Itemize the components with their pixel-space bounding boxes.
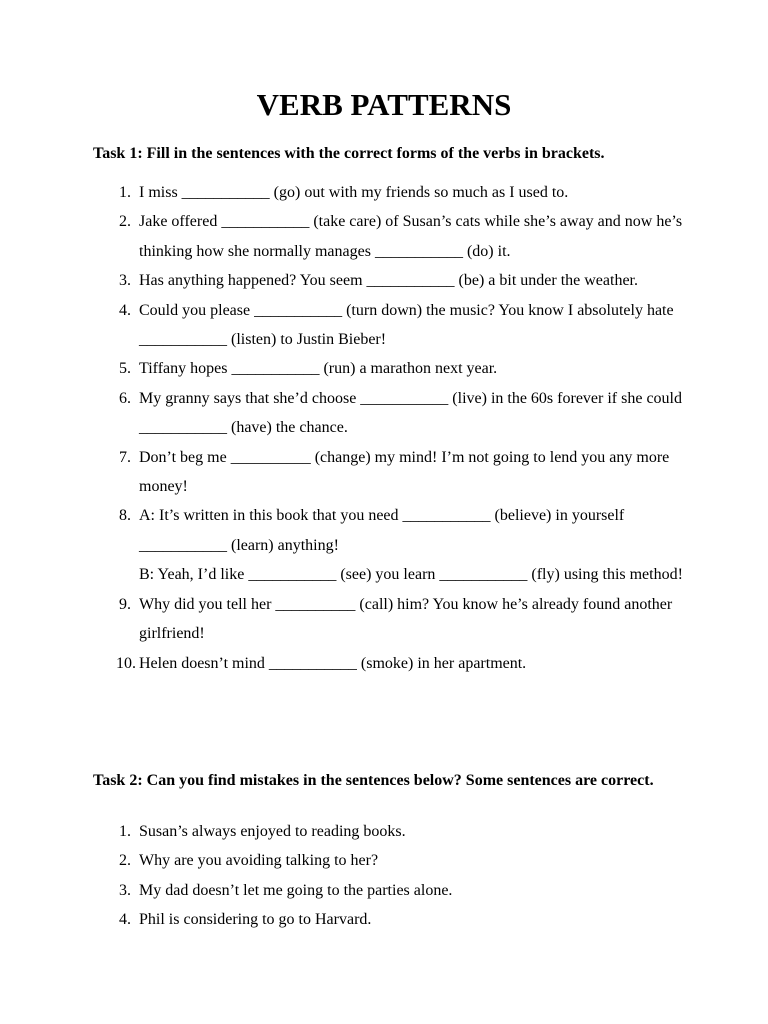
task2-list	[93, 817, 693, 935]
page-title: VERB PATTERNS	[256, 87, 512, 122]
item-number: 3.	[119, 272, 131, 290]
item-number: 1.	[119, 184, 131, 201]
item-text: Jake offered ___________ (take care) of Susan’s cats while she’s away and now he’s thinking how she normally manages ___________ (do) it.	[139, 213, 683, 260]
item-text: I miss ___________ (go) out with my friends so much as I used to.	[139, 184, 569, 201]
item-number: 9.	[119, 595, 131, 613]
item-number: 10.	[116, 654, 136, 672]
item-text: Has anything happened? You seem ___________ (be) a bit under the weather.	[139, 272, 638, 290]
list-item	[93, 649, 693, 678]
item-text: Don’t beg me __________ (change) my mind! I’m not going to lend you any more money!	[139, 448, 670, 496]
item-number: 8.	[119, 507, 131, 525]
list-item	[93, 296, 693, 355]
list-item	[93, 384, 693, 443]
item-text: Tiffany hopes ___________ (run) a marathon next year.	[139, 360, 498, 378]
item-text: My dad doesn’t let me going to the parties alone.	[139, 881, 453, 899]
item-text: Could you please ___________ (turn down) the music? You know I absolutely hate ___________ (listen) to Justin Bieber!	[139, 301, 674, 349]
list-item	[93, 443, 693, 502]
list-item	[93, 354, 693, 383]
item-number: 3.	[119, 881, 131, 899]
item-text: Helen doesn’t mind ___________ (smoke) in her apartment.	[139, 654, 527, 672]
item-number: 1.	[119, 823, 131, 840]
item-text: Susan’s always enjoyed to reading books.	[139, 823, 406, 840]
item-text: Why are you avoiding talking to her?	[139, 852, 379, 870]
item-number: 7.	[119, 448, 131, 466]
task1-list	[93, 178, 693, 678]
item-text: Phil is considering to go to Harvard.	[139, 911, 372, 929]
list-item	[93, 207, 693, 266]
item-number: 2.	[119, 852, 131, 870]
list-item	[93, 590, 693, 649]
list-item	[93, 817, 693, 846]
item-number: 6.	[119, 389, 131, 407]
list-item	[93, 501, 693, 589]
item-text: Why did you tell her __________ (call) him? You know he’s already found another girlfriend!	[139, 595, 673, 643]
item-text: My granny says that she’d choose ___________ (live) in the 60s forever if she could ___________ (have) the chance.	[139, 389, 682, 437]
item-number: 4.	[119, 911, 131, 929]
list-item	[93, 266, 693, 295]
list-item	[93, 876, 693, 905]
task1-heading: Task 1: Fill in the sentences with the correct forms of the verbs in brackets.	[93, 145, 605, 162]
item-text: A: It’s written in this book that you need ___________ (believe) in yourself ___________ (learn) anything!	[139, 507, 625, 554]
list-item	[93, 846, 693, 875]
list-item	[93, 905, 693, 934]
item-text-response: B: Yeah, I’d like ___________ (see) you learn ___________ (fly) using this method!	[139, 566, 683, 584]
list-item	[93, 178, 693, 207]
item-number: 2.	[119, 213, 131, 231]
item-number: 4.	[119, 301, 131, 319]
task2-heading: Task 2: Can you find mistakes in the sentences below? Some sentences are correct.	[93, 772, 654, 789]
item-number: 5.	[119, 360, 131, 378]
